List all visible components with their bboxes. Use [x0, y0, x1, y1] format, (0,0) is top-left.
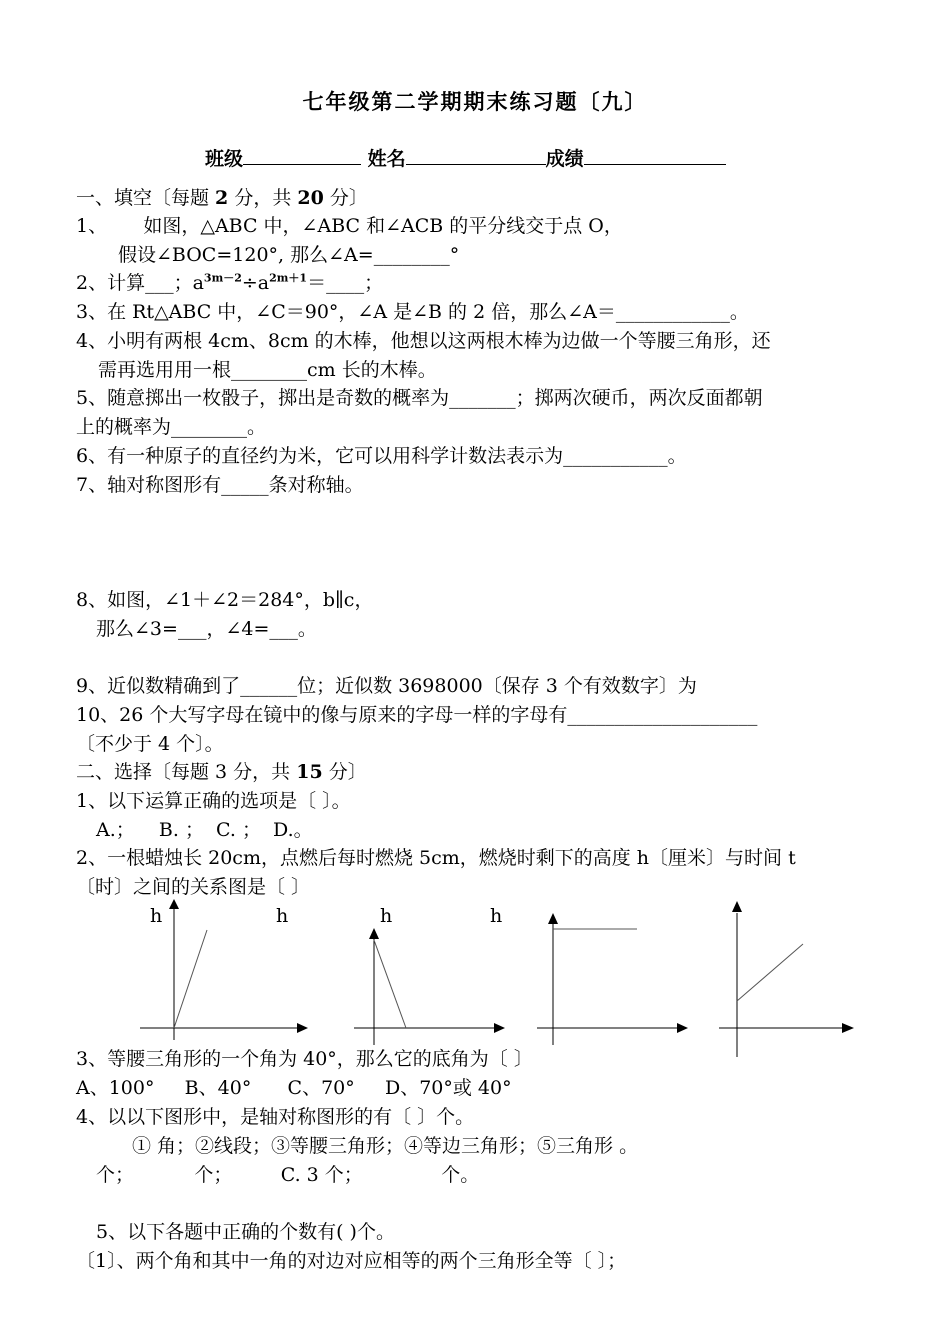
section1-heading	[76, 186, 368, 210]
graph-c-y-arrow	[548, 913, 558, 924]
mc-q5: 5、以下各题中正确的个数有( )个。	[96, 1221, 395, 1243]
mc-q4-options[interactable]: 个； 个； C. 3 个； 个。	[96, 1164, 480, 1186]
q6-line	[76, 444, 687, 468]
q5-answer-blank-2[interactable]: ________	[171, 416, 248, 438]
section1-heading-text: 一、填空〔每题	[76, 187, 216, 209]
q3-line	[76, 300, 749, 324]
q4-answer-blank[interactable]: ________	[231, 359, 308, 381]
graph-b-y-arrow	[369, 928, 379, 939]
q8-text: 那么∠3=	[96, 618, 178, 640]
graph-d-x-arrow	[842, 1023, 854, 1033]
section2-heading	[76, 760, 367, 784]
graph-a-h-label: h	[150, 905, 163, 927]
q5-text: 5、随意掷出一枚骰子，掷出是奇数的概率为	[76, 387, 450, 409]
graph-a-line	[174, 930, 207, 1028]
q5-answer-blank-1[interactable]: _______	[449, 387, 516, 409]
q8-answer-blank-2[interactable]: ___	[269, 618, 298, 640]
q2-exponent-1: 3m－2	[203, 271, 242, 285]
q5-line2	[76, 415, 266, 439]
q2-text: ÷a	[241, 272, 270, 294]
graph-option-c[interactable]	[535, 905, 695, 1050]
section1-points-total: 20	[297, 187, 324, 209]
graph-b-h-label: h	[276, 905, 289, 927]
q3-text: 3、在 Rt△ABC 中，∠C＝90°，∠A 是∠B 的 2 倍，那么∠A＝	[76, 301, 616, 323]
q1-answer-blank[interactable]: ________	[373, 244, 450, 266]
section2-heading-text: 二、选择〔每题 3 分，共	[76, 761, 297, 783]
q6-answer-blank[interactable]: ___________	[563, 445, 668, 467]
graph-d-line	[737, 944, 803, 1001]
q5-text: ；掷两次硬币，两次反面都朝	[515, 387, 763, 409]
q2-answer-blank-2[interactable]: ____	[326, 272, 365, 294]
q7-line	[76, 473, 364, 497]
q8-line2	[96, 617, 317, 641]
q8-answer-blank-1[interactable]: ___	[177, 618, 207, 640]
q10-text: 10、26 个大写字母在镜中的像与原来的字母一样的字母有	[76, 704, 568, 726]
q1-line2	[118, 243, 459, 267]
q1-line1: 1、 如图，△ABC 中，∠ABC 和∠ACB 的平分线交于点 O，	[76, 215, 623, 237]
student-info-line	[205, 144, 726, 171]
graph-c-h-label: h	[380, 905, 393, 927]
graph-d-h-label: h	[490, 905, 503, 927]
name-field[interactable]	[406, 146, 546, 165]
mc-q4-items: ① 角；②线段；③等腰三角形；④等边三角形；⑤三角形 。	[132, 1135, 639, 1157]
graph-option-a[interactable]	[130, 895, 315, 1045]
q10-line2: 〔不少于 4 个〕。	[76, 733, 224, 755]
q1-text: 假设∠BOC=120°, 那么∠A=	[118, 244, 374, 266]
graph-a-x-arrow	[297, 1023, 308, 1033]
graph-c-x-arrow	[677, 1023, 688, 1033]
q9-text: 9、近似数精确到了	[76, 675, 241, 697]
q9-text: 位；近似数 3698000〔保存 3 个有效数字〕为	[297, 675, 697, 697]
class-field[interactable]	[243, 146, 361, 165]
mc-q5-item1: 〔1〕、两个角和其中一角的对边对应相等的两个三角形全等〔 〕；	[76, 1250, 627, 1272]
q6-text: 6、有一种原子的直径约为米，它可以用科学计数法表示为	[76, 445, 564, 467]
q9-line	[76, 674, 697, 698]
q5-text: 上的概率为	[76, 416, 172, 438]
section2-heading-text: 分〕	[322, 761, 367, 783]
mc-q2-line1: 2、一根蜡烛长 20cm，点燃后每时燃烧 5cm，燃烧时剩下的高度 h〔厘米〕与时间 t	[76, 847, 796, 869]
q9-answer-blank[interactable]: ______	[240, 675, 298, 697]
graph-b-x-arrow	[494, 1023, 505, 1033]
score-field[interactable]	[584, 146, 726, 165]
mc-q1: 1、以下运算正确的选项是〔 〕。	[76, 790, 351, 812]
graph-a-y-arrow	[169, 899, 179, 909]
graph-d-y-arrow	[732, 901, 742, 912]
q8-line1: 8、如图，∠1＋∠2＝284°，b∥c，	[76, 589, 374, 611]
q8-text: ，∠4=	[206, 618, 270, 640]
q4-line1: 4、小明有两根 4cm、8cm 的木棒，他想以这两根木棒为边做一个等腰三角形，还	[76, 330, 771, 352]
score-label: 成绩	[545, 148, 584, 170]
q7-answer-blank[interactable]: _____	[221, 474, 269, 496]
q4-text: 需再选用用一根	[98, 359, 232, 381]
graph-b-line	[374, 940, 406, 1028]
mc-q4: 4、以以下图形中，是轴对称图形的有〔 〕个。	[76, 1106, 475, 1128]
q3-answer-blank[interactable]: ____________	[615, 301, 730, 323]
q10-answer-blank[interactable]: ____________________	[567, 704, 758, 726]
page-title: 七年级第二学期期末练习题〔九〕	[302, 89, 648, 114]
q8-text: 。	[297, 618, 317, 640]
mc-q3: 3、等腰三角形的一个角为 40°，那么它的底角为〔 〕	[76, 1048, 533, 1070]
mc-q1-options[interactable]: A.； B. ； C. ； D.。	[96, 819, 313, 841]
section1-heading-text: 分〕	[323, 187, 368, 209]
q1-text: °	[449, 244, 460, 266]
graph-option-b[interactable]	[350, 920, 510, 1050]
graph-option-d[interactable]	[715, 895, 860, 1060]
q2-line	[76, 271, 383, 295]
q6-text: 。	[667, 445, 687, 467]
q2-text: 2、计算	[76, 272, 146, 294]
q2-answer-blank-1[interactable]: ___	[145, 272, 174, 294]
section1-points-each: 2	[215, 187, 229, 209]
q2-text: ；	[364, 272, 384, 294]
q2-text: ＝	[307, 272, 327, 294]
q2-text: ；a	[173, 272, 204, 294]
q5-line1	[76, 386, 763, 410]
name-label: 姓名	[367, 148, 406, 170]
q7-text: 7、轴对称图形有	[76, 474, 222, 496]
q4-line2	[98, 358, 437, 382]
class-label: 班级	[205, 148, 244, 170]
mc-q2-line2: 〔时〕之间的关系图是〔 〕	[76, 876, 311, 898]
mc-q3-options[interactable]: A、100° B、40° C、70° D、70°或 40°	[76, 1077, 512, 1099]
q3-text: 。	[729, 301, 749, 323]
q5-text: 。	[247, 416, 267, 438]
section1-heading-text: 分，共	[228, 187, 298, 209]
q2-exponent-2: 2m＋1	[269, 271, 308, 285]
q10-line1	[76, 703, 757, 727]
q7-text: 条对称轴。	[268, 474, 364, 496]
q4-text: cm 长的木棒。	[307, 359, 437, 381]
section2-points-total: 15	[296, 761, 323, 783]
